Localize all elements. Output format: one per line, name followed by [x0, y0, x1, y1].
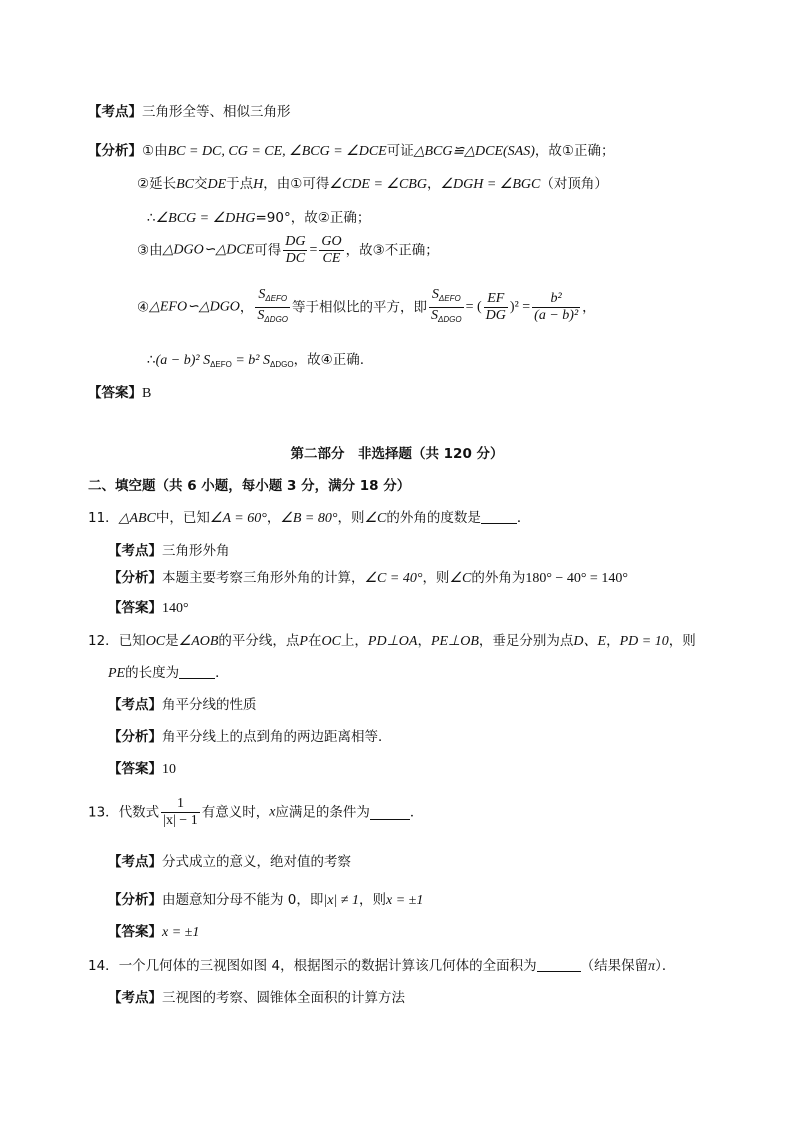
denominator: |x| − 1: [163, 813, 198, 828]
math: =: [309, 242, 318, 258]
math: = (: [465, 299, 482, 315]
fenxi-line-4: [137, 234, 439, 267]
math: △BCG≌△DCE(SAS): [413, 144, 535, 159]
math: ∠A = 60°: [209, 511, 267, 526]
denominator: CE: [322, 251, 341, 266]
math: ∠BCG = ∠DHG: [155, 211, 256, 226]
text: ）．: [655, 958, 676, 974]
text: ，: [266, 510, 281, 526]
subscript: ΔDGO: [270, 360, 294, 369]
numerator: S: [258, 287, 266, 302]
math: D、E: [573, 634, 607, 649]
kaodian-tag: 【考点】: [88, 104, 142, 120]
text: 可得: [254, 242, 282, 259]
kaodian-tag: 【考点】: [108, 697, 162, 713]
text: ．: [516, 510, 531, 526]
kaodian-tag: 【考点】: [108, 543, 162, 559]
math: x = ±1: [386, 893, 424, 908]
fenxi-line-2: [137, 174, 608, 195]
text: ∴: [147, 352, 156, 368]
answer-blank[interactable]: [537, 957, 581, 972]
text: ，则: [337, 510, 365, 526]
q12-fenxi: [108, 727, 392, 747]
fenxi-line-6: [147, 350, 364, 375]
fraction: [429, 287, 464, 328]
numerator: EF: [484, 291, 508, 308]
fenxi-tag: 【分析】: [108, 892, 162, 908]
fraction: [161, 796, 200, 829]
math: ∠DGH = ∠BGC: [440, 177, 541, 192]
text: 的外角的度数是: [386, 510, 481, 526]
math: ∠C: [449, 571, 472, 586]
text: 一个几何体的三视图如图 4，根据图示的数据计算该几何体的全面积为: [118, 958, 537, 974]
text: ③由: [137, 242, 163, 259]
math: ∠B = 80°: [280, 511, 338, 526]
math: (a − b)² S: [155, 353, 211, 368]
text: 在: [307, 633, 322, 649]
text: 应满足的条件为: [275, 804, 370, 821]
text: ∴: [147, 210, 156, 226]
section-heading: 二、填空题（共 6 小题，每小题 3 分，满分 18 分）: [88, 478, 411, 494]
subscript: ΔDGO: [264, 315, 289, 324]
math: x: [269, 804, 276, 820]
kaodian-line: [88, 102, 291, 122]
text: 上，: [340, 633, 368, 649]
text: ．: [215, 665, 229, 681]
daan-tag: 【答案】: [108, 761, 162, 777]
daan-text: x = ±1: [162, 925, 200, 940]
daan-text: 10: [162, 762, 176, 777]
text: ，则: [422, 570, 450, 586]
daan-line: [88, 383, 151, 404]
fraction: [532, 291, 580, 324]
subscript: ΔEFO: [265, 294, 288, 303]
kaodian-tag: 【考点】: [108, 854, 162, 870]
denominator: S: [257, 308, 265, 323]
answer-blank[interactable]: [481, 509, 517, 524]
text: ①由: [142, 143, 168, 159]
kaodian-text: 分式成立的意义，绝对值的考察: [162, 854, 351, 870]
text: ，则: [668, 633, 696, 649]
q11-daan: [108, 598, 189, 619]
denominator: DG: [485, 308, 506, 323]
math: ∠AOB: [178, 634, 219, 649]
daan-text: 140°: [162, 601, 189, 616]
text: ，垂足分别为点: [478, 633, 574, 649]
q13-kaodian: [108, 852, 351, 872]
text: ，: [417, 633, 431, 649]
text: ，由①可得: [263, 176, 330, 192]
kaodian-text: 三角形外角: [162, 543, 230, 559]
text: ④: [137, 299, 150, 316]
text: 由题意知分母不能为 0，即: [162, 892, 324, 908]
numerator: GO: [321, 234, 342, 249]
subscript: ΔDGO: [438, 315, 462, 324]
math: )² =: [509, 299, 531, 315]
text: 的外角为: [471, 570, 526, 586]
text: 本题主要考察三角形外角的计算，: [162, 570, 365, 586]
denominator: DC: [285, 251, 306, 266]
q12-kaodian: [108, 695, 257, 715]
text: ，: [606, 633, 620, 649]
fraction: [484, 291, 508, 324]
text: ，则: [359, 892, 386, 908]
text: ，故③不正确；: [345, 242, 439, 259]
subscript: ΔEFO: [438, 294, 461, 303]
math: = b² S: [231, 353, 271, 368]
kaodian-text: 三角形全等、相似三角形: [142, 104, 291, 120]
text: 可证: [386, 143, 414, 159]
numerator: b²: [532, 291, 580, 308]
math: H: [253, 177, 264, 192]
text: ②延长: [137, 176, 177, 192]
kaodian-tag: 【考点】: [108, 990, 162, 1006]
q14-kaodian: [108, 988, 405, 1008]
math: ∠C = 40°: [364, 571, 423, 586]
math: BC: [176, 177, 194, 192]
text: （对顶角）: [540, 176, 608, 192]
text: 代数式: [118, 804, 160, 821]
numerator: DG: [285, 234, 306, 249]
math: P: [299, 634, 308, 649]
text: 等于相似比的平方，即: [292, 299, 428, 316]
math: PD⊥OA: [367, 634, 418, 649]
text: ，故④正确.: [293, 352, 364, 368]
q12-daan: [108, 759, 176, 780]
daan-tag: 【答案】: [108, 600, 162, 616]
question-number: 12．: [88, 633, 119, 649]
fenxi-line-1: [88, 141, 614, 162]
math: PE⊥OB: [430, 634, 479, 649]
math: △EFO∽△DGO: [149, 299, 240, 315]
numerator: S: [431, 287, 439, 302]
kaodian-text: 三视图的考察、圆锥体全面积的计算方法: [162, 990, 405, 1006]
answer-blank[interactable]: [370, 805, 410, 820]
q14-stem: [88, 956, 675, 977]
q13-daan: [108, 922, 199, 943]
text: 有意义时，: [201, 804, 270, 821]
text: ，: [239, 299, 254, 316]
math: PD = 10: [619, 634, 669, 649]
q12-stem-line2: [108, 663, 229, 684]
text: （结果保留: [580, 958, 649, 974]
text: 交: [194, 176, 208, 192]
text: 于点: [226, 176, 254, 192]
math: ∠CDE = ∠CBG: [329, 177, 427, 192]
kaodian-text: 角平分线的性质: [162, 697, 257, 713]
fraction: [283, 234, 307, 267]
text: 的平分线，点: [218, 633, 300, 649]
math: ∠C: [364, 511, 387, 526]
fenxi-tag: 【分析】: [108, 570, 162, 586]
q13-stem: [88, 796, 423, 829]
math: DE: [207, 177, 227, 192]
text: =90°，故②正确；: [255, 210, 371, 226]
daan-text: B: [142, 386, 152, 401]
q11-fenxi: [108, 568, 628, 589]
denominator: (a − b)²: [534, 308, 579, 323]
text: 是: [165, 633, 179, 649]
q13-fenxi: [108, 890, 423, 911]
daan-tag: 【答案】: [88, 385, 142, 401]
math: △ABC: [118, 511, 156, 526]
fenxi-tag: 【分析】: [88, 143, 142, 159]
fenxi-line-3: [147, 208, 370, 229]
text: ，: [582, 299, 596, 316]
math: △DGO∽△DCE: [162, 242, 255, 258]
part2-heading: 第二部分 非选择题（共 120 分）: [290, 446, 504, 462]
text: ．: [409, 804, 424, 821]
denominator: S: [431, 308, 439, 323]
question-number: 11．: [88, 510, 119, 526]
math: π: [648, 959, 656, 974]
answer-blank[interactable]: [179, 664, 215, 679]
math: OC: [321, 634, 341, 649]
fenxi-text: 角平分线上的点到角的两边距离相等．: [162, 729, 392, 745]
q12-stem: [88, 631, 696, 652]
q11-kaodian: [108, 541, 230, 561]
text: 的长度为: [125, 665, 180, 681]
subscript: ΔEFO: [210, 360, 232, 369]
q11-stem: [88, 508, 530, 529]
fenxi-tag: 【分析】: [108, 729, 162, 745]
math: PE: [108, 666, 126, 681]
numerator: 1: [161, 796, 200, 813]
text: 已知: [118, 633, 146, 649]
text: 中，已知: [155, 510, 210, 526]
math: 180° − 40° = 140°: [525, 571, 628, 586]
fraction: [319, 234, 343, 267]
question-number: 14．: [88, 958, 119, 974]
math: BC = DC, CG = CE, ∠BCG = ∠DCE: [167, 144, 387, 159]
text: ，故①正确；: [534, 143, 615, 159]
math: |x| ≠ 1: [323, 893, 359, 908]
daan-tag: 【答案】: [108, 924, 162, 940]
fenxi-line-5: [137, 287, 596, 328]
fraction: [255, 287, 290, 328]
math: OC: [145, 634, 166, 649]
text: ，: [426, 176, 441, 192]
question-number: 13．: [88, 804, 119, 821]
